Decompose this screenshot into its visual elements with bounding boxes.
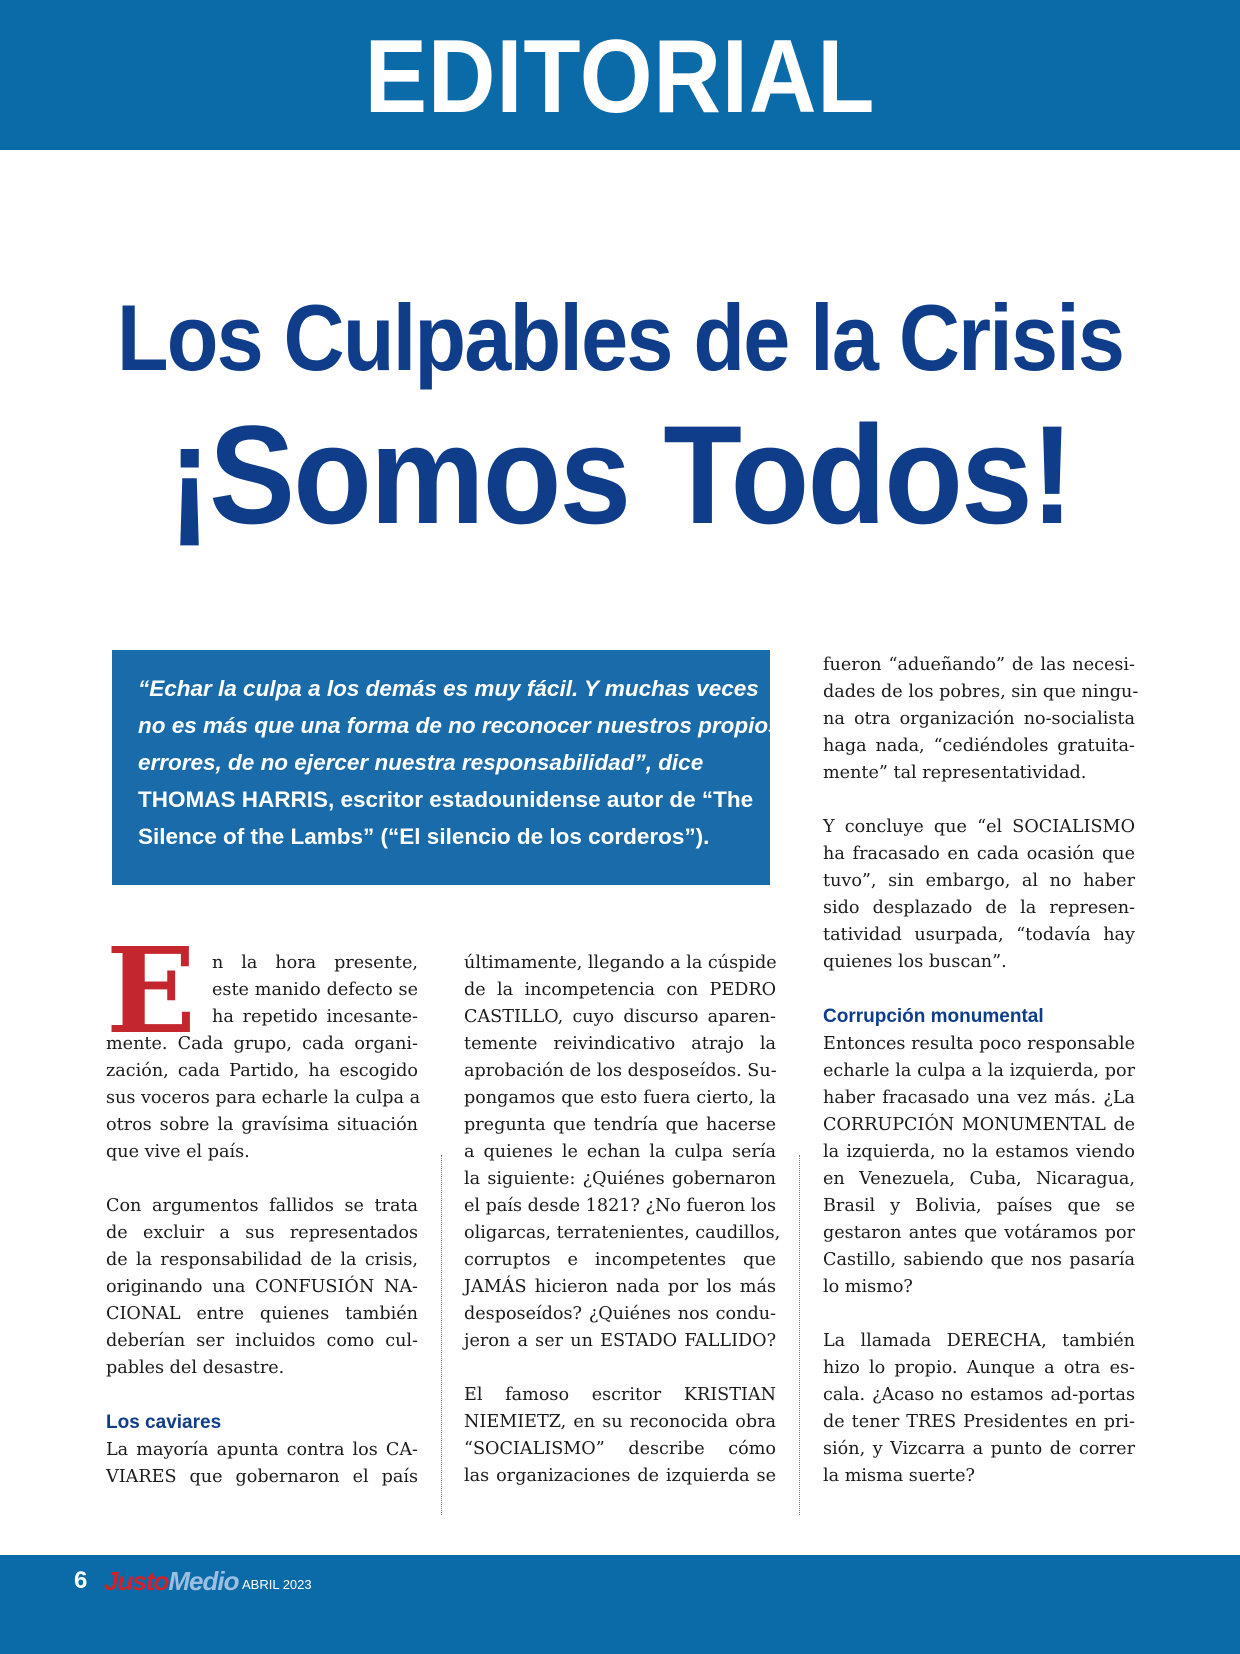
text-line: NIEMIETZ, en su reconocida obra — [464, 1412, 776, 1432]
paragraph — [106, 1193, 418, 1382]
text-line: haber fracasado una vez más. ¿La — [823, 1088, 1135, 1108]
text-line: sido desplazado de la represen- — [823, 898, 1135, 918]
text-line: Brasil y Bolivia, países que se — [823, 1196, 1135, 1216]
text-line: mente” tal representatividad. — [823, 763, 1087, 783]
paragraph — [464, 950, 781, 1355]
text-line: La llamada DERECHA, también — [823, 1331, 1135, 1351]
quote-line: Silence of the Lambs” (“El silencio de los corderos”). — [138, 824, 710, 849]
text-line: hizo lo propio. Aunque a otra es- — [823, 1358, 1135, 1378]
text-line: Castillo, sabiendo que nos pasaría — [823, 1250, 1135, 1270]
pull-quote-box — [112, 650, 781, 885]
column-divider — [441, 1155, 442, 1515]
text-line: jeron a ser un ESTADO FALLIDO? — [464, 1331, 776, 1351]
text-line: el país desde 1821? ¿No fueron los — [464, 1196, 776, 1216]
text-line: Entonces resulta poco responsable — [823, 1034, 1135, 1054]
text-line: Y concluye que “el SOCIALISMO — [823, 817, 1135, 837]
text-line: JAMÁS hicieron nada por los más — [464, 1277, 776, 1297]
text-line: tatividad usurpada, “todavía hay — [823, 925, 1135, 945]
text-line: ha fracasado en cada ocasión que — [823, 844, 1135, 864]
logo-text-justo: Justo — [104, 1566, 169, 1596]
article-column-3 — [823, 652, 1139, 1490]
text-line: mente. Cada grupo, cada organi- — [106, 1034, 418, 1054]
column-divider — [799, 1155, 800, 1515]
text-line: lo mismo? — [823, 1277, 913, 1297]
text-line: na otra organización no-socialista — [823, 709, 1135, 729]
text-line: Con argumentos fallidos se trata — [106, 1196, 418, 1216]
text-line: la siguiente: ¿Quiénes gobernaron — [464, 1169, 776, 1189]
text-line: de tener TRES Presidentes en pri- — [823, 1412, 1135, 1432]
quote-line: errores, de no ejercer nuestra responsabilidad”, dice — [138, 750, 704, 775]
section-title: EDITORIAL — [364, 19, 876, 135]
text-line: este manido defecto se — [212, 980, 418, 1000]
article-column-2 — [464, 950, 781, 1490]
headline-line-2: ¡Somos Todos! — [168, 396, 1072, 553]
text-line: originando una CONFUSIÓN NA- — [106, 1277, 418, 1297]
subheading-corrupcion-monumental: Corrupción monumental — [823, 1006, 1044, 1027]
text-line: que vive el país. — [106, 1142, 250, 1162]
text-line: VIARES que gobernaron el país — [106, 1467, 418, 1487]
text-line: sus voceros para echarle la culpa a — [106, 1088, 421, 1108]
paragraph — [823, 652, 1139, 787]
text-line: cala. ¿Acaso no estamos ad-portas — [823, 1385, 1135, 1405]
subheading-los-caviares: Los caviares — [106, 1412, 222, 1433]
drop-cap: E — [106, 921, 196, 1060]
article-column-1 — [106, 950, 421, 1491]
text-line: El famoso escritor KRISTIAN — [464, 1385, 776, 1405]
text-line: La mayoría apunta contra los CA- — [106, 1440, 418, 1460]
text-line: deberían ser incluidos como cul- — [106, 1331, 418, 1351]
text-line: n la hora presente, — [212, 953, 418, 973]
text-line: dades de los pobres, sin que ningu- — [823, 682, 1139, 702]
page-number: 6 — [74, 1567, 88, 1594]
text-line: últimamente, llegando a la cúspide — [464, 953, 777, 973]
logo-text-medio: Medio — [168, 1566, 239, 1596]
quote-line: THOMAS HARRIS, escritor estadounidense autor de “The — [138, 787, 754, 812]
text-line: ha repetido incesante- — [212, 1007, 418, 1027]
paragraph — [823, 814, 1135, 976]
text-line: quienes los buscan”. — [823, 952, 1007, 972]
quote-line: no es más que una forma de no reconocer nuestros propios — [138, 713, 781, 738]
text-line: pables del desastre. — [106, 1358, 285, 1378]
text-line: de la incompetencia con PEDRO — [464, 980, 776, 1000]
paragraph — [823, 1328, 1135, 1490]
text-line: desposeídos? ¿Quiénes nos condu- — [464, 1304, 776, 1324]
paragraph — [464, 1382, 776, 1490]
text-line: de excluir a sus representados — [106, 1223, 418, 1243]
text-line: haga nada, “cediéndoles gratuita- — [823, 736, 1135, 756]
text-line: otros sobre la gravísima situación — [106, 1115, 418, 1135]
paragraph — [106, 1437, 418, 1491]
text-line: sión, y Vizcarra a punto de correr — [823, 1439, 1135, 1459]
headline-line-1: Los Culpables de la Crisis — [116, 285, 1124, 390]
text-line: en Venezuela, Cuba, Nicaragua, — [823, 1169, 1135, 1189]
text-line: corruptos e incompetentes que — [464, 1250, 776, 1270]
text-line: CIONAL entre quienes también — [106, 1304, 418, 1324]
text-line: pregunta que tendría que hacerse — [464, 1115, 776, 1135]
issue-date: ABRIL 2023 — [242, 1577, 312, 1592]
publication-logo — [104, 1566, 238, 1597]
text-line: fueron “adueñando” de las necesi- — [823, 655, 1135, 675]
text-line: de la responsabilidad de la crisis, — [106, 1250, 418, 1270]
text-line: CASTILLO, cuyo discurso aparen- — [464, 1007, 776, 1027]
text-line: a quienes le echan la culpa sería — [464, 1142, 776, 1162]
text-line: tuvo”, sin embargo, al no haber — [823, 871, 1135, 891]
text-line: temente reivindicativo atrajo la — [464, 1034, 776, 1054]
text-line: la izquierda, no la estamos viendo — [823, 1142, 1135, 1162]
text-line: la misma suerte? — [823, 1466, 975, 1486]
text-line: “SOCIALISMO” describe cómo — [464, 1439, 776, 1459]
text-line: gestaron antes que votáramos por — [823, 1223, 1135, 1243]
text-line: CORRUPCIÓN MONUMENTAL de — [823, 1115, 1135, 1135]
text-line: las organizaciones de izquierda se — [464, 1466, 776, 1486]
text-line: zación, cada Partido, ha escogido — [106, 1061, 418, 1081]
text-line: aprobación de los desposeídos. Su- — [464, 1061, 777, 1081]
quote-line: “Echar la culpa a los demás es muy fácil. Y muchas veces — [138, 676, 759, 701]
text-line: pongamos que esto fuera cierto, la — [464, 1088, 776, 1108]
paragraph — [106, 950, 421, 1166]
text-line: echarle la culpa a la izquierda, por — [823, 1061, 1135, 1081]
header-bar — [0, 0, 1240, 150]
text-line: oligarcas, terratenientes, caudillos, — [464, 1223, 781, 1243]
paragraph — [823, 1031, 1135, 1301]
